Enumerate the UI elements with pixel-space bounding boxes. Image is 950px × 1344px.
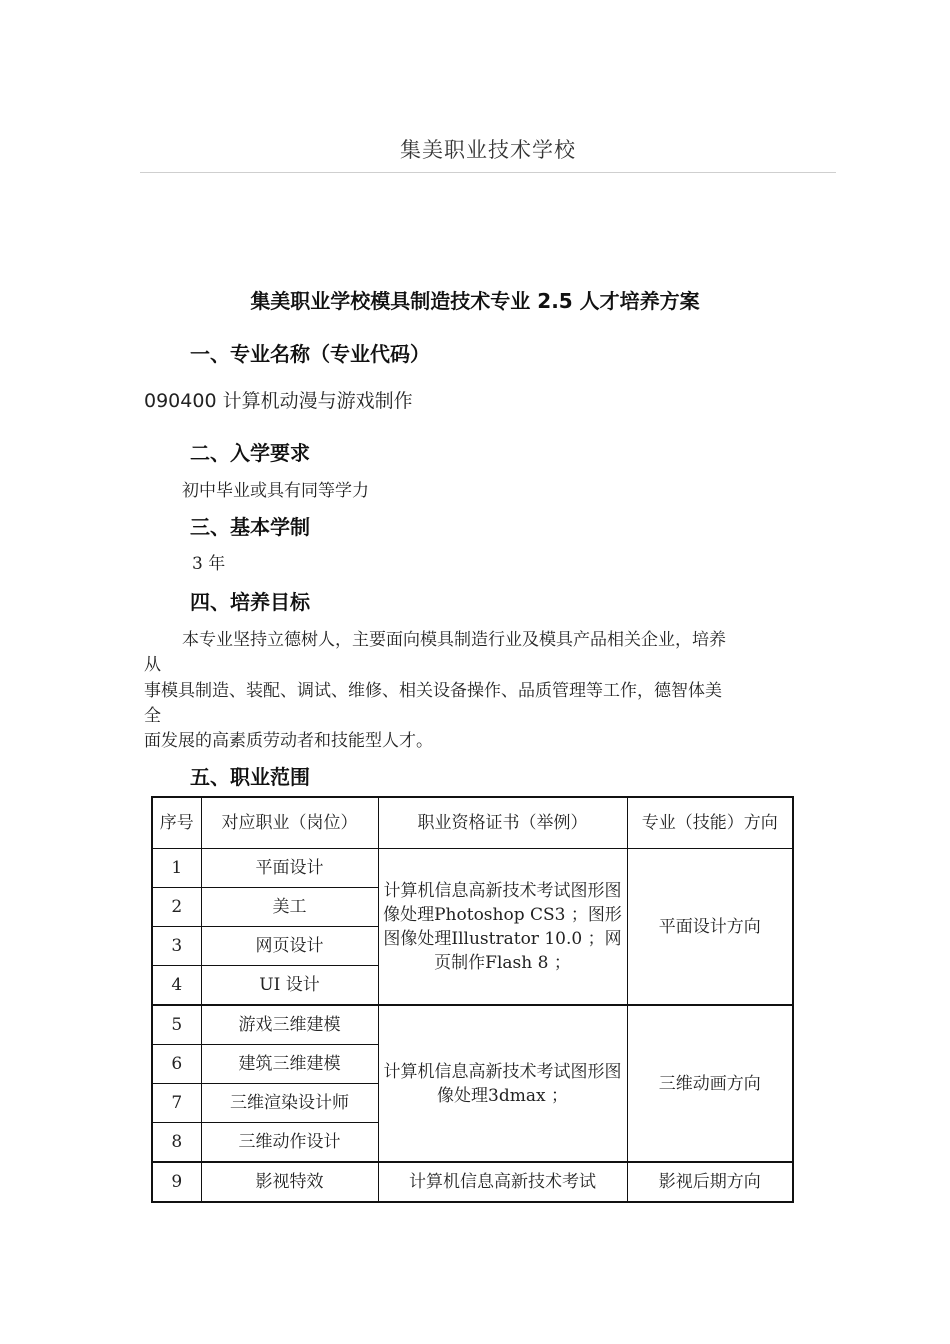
row-seq: 9 bbox=[152, 1162, 201, 1202]
row-job: 三维动作设计 bbox=[201, 1123, 378, 1163]
section-heading-admission: 二、入学要求 bbox=[190, 441, 310, 465]
header-direction: 专业（技能）方向 bbox=[627, 797, 793, 849]
document-header: 集美职业技术学校 bbox=[400, 138, 576, 162]
row-seq: 4 bbox=[152, 966, 201, 1006]
group-direction: 三维动画方向 bbox=[627, 1005, 793, 1162]
row-job: 影视特效 bbox=[201, 1162, 378, 1202]
section-heading-duration: 三、基本学制 bbox=[190, 515, 310, 539]
objective-line-5: 面发展的高素质劳动者和技能型人才。 bbox=[144, 731, 433, 751]
table-row bbox=[152, 1005, 793, 1045]
row-seq: 6 bbox=[152, 1045, 201, 1084]
row-seq: 1 bbox=[152, 849, 201, 888]
table-row bbox=[152, 849, 793, 888]
section-heading-career-scope: 五、职业范围 bbox=[190, 765, 310, 789]
major-code-and-name: 090400 计算机动漫与游戏制作 bbox=[144, 390, 413, 412]
row-job: UI 设计 bbox=[201, 966, 378, 1006]
group-certificate: 计算机信息高新技术考试图形图像处理Photoshop CS3 ；图形图像处理Illustrator 10.0 ；网页制作Flash 8 ； bbox=[378, 849, 627, 1006]
header-divider bbox=[140, 172, 836, 173]
row-seq: 5 bbox=[152, 1005, 201, 1045]
row-seq: 2 bbox=[152, 888, 201, 927]
row-job: 平面设计 bbox=[201, 849, 378, 888]
study-duration: 3 年 bbox=[192, 554, 226, 574]
row-job: 建筑三维建模 bbox=[201, 1045, 378, 1084]
objective-line-4: 全 bbox=[144, 706, 161, 726]
document-title: 集美职业学校模具制造技术专业 2.5 人才培养方案 bbox=[250, 289, 700, 313]
table-header-row bbox=[152, 797, 793, 849]
objective-line-2: 从 bbox=[144, 655, 161, 675]
row-seq: 3 bbox=[152, 927, 201, 966]
header-certificate: 职业资格证书（举例） bbox=[378, 797, 627, 849]
objective-line-1: 本专业坚持立德树人，主要面向模具制造行业及模具产品相关企业，培养 bbox=[182, 630, 726, 650]
career-scope-table bbox=[151, 796, 794, 1203]
group-direction: 影视后期方向 bbox=[627, 1162, 793, 1202]
row-seq: 7 bbox=[152, 1084, 201, 1123]
row-job: 美工 bbox=[201, 888, 378, 927]
row-seq: 8 bbox=[152, 1123, 201, 1163]
header-job: 对应职业（岗位） bbox=[201, 797, 378, 849]
row-job: 三维渲染设计师 bbox=[201, 1084, 378, 1123]
section-heading-major-name: 一、专业名称（专业代码） bbox=[190, 342, 430, 366]
row-job: 游戏三维建模 bbox=[201, 1005, 378, 1045]
table-row bbox=[152, 1162, 793, 1202]
admission-requirement: 初中毕业或具有同等学力 bbox=[182, 481, 369, 501]
row-job: 网页设计 bbox=[201, 927, 378, 966]
section-heading-objective: 四、培养目标 bbox=[190, 590, 310, 614]
group-certificate: 计算机信息高新技术考试图形图像处理3dmax ； bbox=[378, 1005, 627, 1162]
group-direction: 平面设计方向 bbox=[627, 849, 793, 1006]
header-seq: 序号 bbox=[152, 797, 201, 849]
group-certificate: 计算机信息高新技术考试 bbox=[378, 1162, 627, 1202]
objective-line-3: 事模具制造、装配、调试、维修、相关设备操作、品质管理等工作，德智体美 bbox=[144, 681, 722, 701]
